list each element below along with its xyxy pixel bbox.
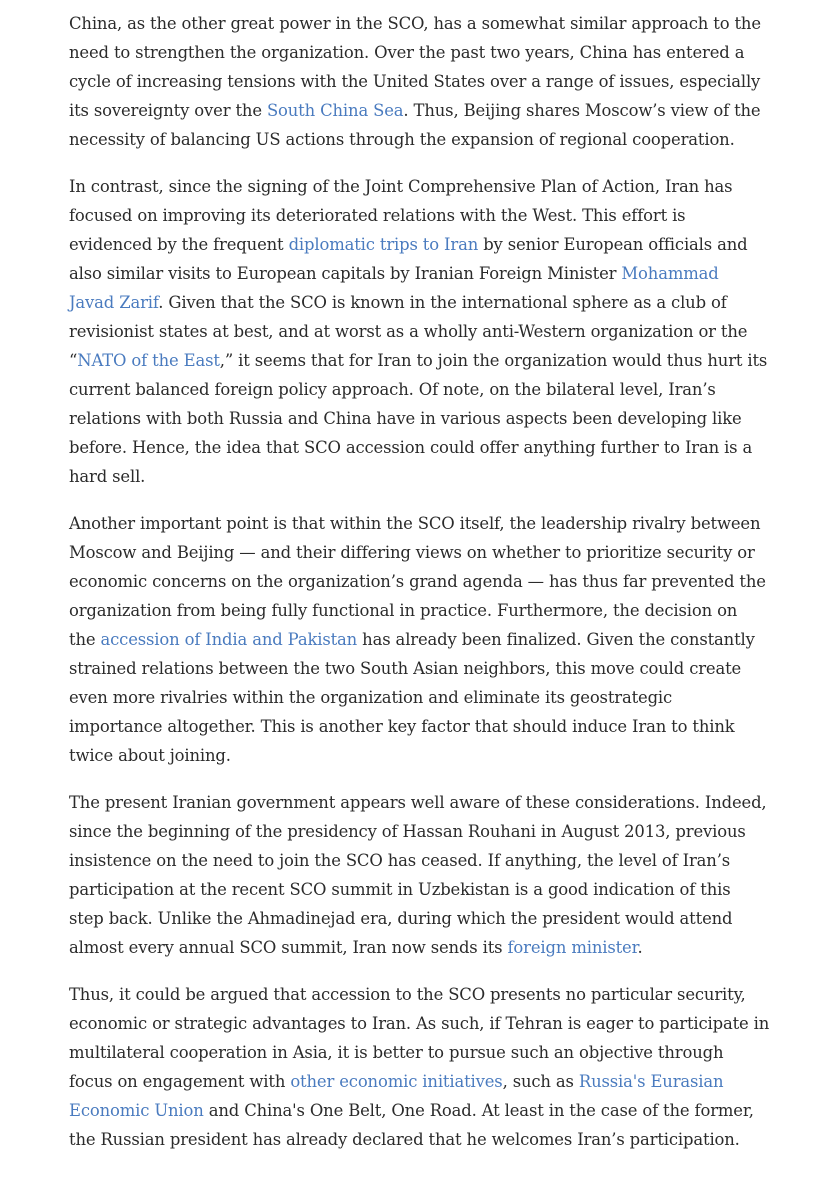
text-segment: the: [69, 630, 101, 649]
text-line: [69, 230, 813, 259]
text-segment: revisionist states at best, and at worst as a wholly anti-Western organization or the: [69, 322, 748, 341]
article-paragraph: [69, 980, 813, 1154]
text-line: [69, 980, 813, 1009]
text-line: [69, 96, 813, 125]
text-segment: cycle of increasing tensions with the United States over a range of issues, especially: [69, 72, 761, 91]
text-line: [69, 1009, 813, 1038]
text-segment: economic concerns on the organization’s grand agenda — has thus far prevented the: [69, 572, 766, 591]
text-segment: has already been finalized. Given the constantly: [357, 630, 755, 649]
text-line: [69, 1067, 813, 1096]
article-link[interactable]: Russia's Eurasian: [578, 1072, 724, 1091]
text-segment: evidenced by the frequent: [69, 235, 289, 254]
text-segment: .: [637, 938, 643, 957]
text-segment: . Given that the SCO is known in the international sphere as a club of: [158, 293, 727, 312]
article-link[interactable]: South China Sea: [266, 101, 404, 120]
text-line: [69, 288, 813, 317]
text-segment: importance altogether. This is another key factor that should induce Iran to think: [69, 717, 735, 736]
article-paragraph: [69, 788, 813, 962]
text-segment: necessity of balancing US actions through the expansion of regional cooperation.: [69, 130, 735, 149]
text-line: [69, 259, 813, 288]
text-line: [69, 346, 813, 375]
text-line: [69, 904, 813, 933]
text-segment: . Thus, Beijing shares Moscow’s view of the: [403, 101, 761, 120]
article-paragraph: [69, 172, 813, 491]
text-line: [69, 1125, 813, 1154]
text-line: [69, 788, 813, 817]
text-segment: focus on engagement with: [69, 1072, 291, 1091]
text-segment: twice about joining.: [69, 746, 231, 765]
text-segment: organization from being fully functional in practice. Furthermore, the decision on: [69, 601, 738, 620]
text-line: [69, 741, 813, 770]
text-segment: the Russian president has already declared that he welcomes Iran’s participation.: [69, 1130, 740, 1149]
article-link[interactable]: other economic initiatives: [290, 1072, 503, 1091]
text-segment: since the beginning of the presidency of Hassan Rouhani in August 2013, previous: [69, 822, 746, 841]
text-segment: almost every annual SCO summit, Iran now sends its: [69, 938, 508, 957]
text-segment: its sovereignty over the: [69, 101, 267, 120]
text-line: [69, 67, 813, 96]
text-line: [69, 509, 813, 538]
text-line: [69, 933, 813, 962]
text-line: [69, 9, 813, 38]
text-segment: In contrast, since the signing of the Joint Comprehensive Plan of Action, Iran has: [69, 177, 733, 196]
article-link[interactable]: Economic Union: [69, 1101, 204, 1120]
article-link[interactable]: diplomatic trips to Iran: [288, 235, 479, 254]
text-line: [69, 538, 813, 567]
text-line: [69, 1038, 813, 1067]
text-line: [69, 38, 813, 67]
text-line: [69, 625, 813, 654]
text-line: [69, 712, 813, 741]
text-segment: need to strengthen the organization. Over the past two years, China has entered a: [69, 43, 745, 62]
text-segment: , such as: [502, 1072, 579, 1091]
text-line: [69, 654, 813, 683]
text-line: [69, 846, 813, 875]
text-line: [69, 567, 813, 596]
text-segment: “: [69, 351, 78, 370]
text-segment: multilateral cooperation in Asia, it is better to pursue such an objective through: [69, 1043, 724, 1062]
text-segment: economic or strategic advantages to Iran. As such, if Tehran is eager to participate in: [69, 1014, 770, 1033]
text-line: [69, 1096, 813, 1125]
text-segment: current balanced foreign policy approach. Of note, on the bilateral level, Iran’s: [69, 380, 716, 399]
text-line: [69, 404, 813, 433]
text-segment: The present Iranian government appears well aware of these considerations. Indeed,: [69, 793, 767, 812]
article-paragraph: [69, 9, 813, 154]
text-segment: even more rivalries within the organization and eliminate its geostrategic: [69, 688, 673, 707]
article-link[interactable]: Mohammad: [621, 264, 719, 283]
text-segment: insistence on the need to join the SCO has ceased. If anything, the level of Iran’s: [69, 851, 731, 870]
text-segment: ,” it seems that for Iran to join the organization would thus hurt its: [219, 351, 768, 370]
text-segment: focused on improving its deteriorated relations with the West. This effort is: [69, 206, 686, 225]
text-segment: strained relations between the two South Asian neighbors, this move could create: [69, 659, 742, 678]
text-line: [69, 125, 813, 154]
text-segment: Thus, it could be argued that accession to the SCO presents no particular security,: [69, 985, 746, 1004]
text-segment: Moscow and Beijing — and their differing views on whether to prioritize security or: [69, 543, 755, 562]
text-segment: China, as the other great power in the SCO, has a somewhat similar approach to the: [69, 14, 761, 33]
text-line: [69, 317, 813, 346]
text-segment: and China's One Belt, One Road. At least in the case of the former,: [203, 1101, 754, 1120]
text-line: [69, 201, 813, 230]
text-line: [69, 172, 813, 201]
article-link[interactable]: Javad Zarif: [69, 293, 159, 312]
article-link[interactable]: accession of India and Pakistan: [100, 630, 358, 649]
text-line: [69, 433, 813, 462]
text-line: [69, 875, 813, 904]
text-segment: by senior European officials and: [478, 235, 748, 254]
text-line: [69, 683, 813, 712]
article-link[interactable]: foreign minister: [507, 938, 638, 957]
text-line: [69, 375, 813, 404]
text-segment: before. Hence, the idea that SCO accession could offer anything further to Iran is a: [69, 438, 753, 457]
text-segment: participation at the recent SCO summit in Uzbekistan is a good indication of this: [69, 880, 731, 899]
text-segment: step back. Unlike the Ahmadinejad era, during which the president would attend: [69, 909, 733, 928]
text-line: [69, 462, 813, 491]
text-line: [69, 596, 813, 625]
article-paragraph: [69, 509, 813, 770]
text-segment: relations with both Russia and China have in various aspects been developing like: [69, 409, 742, 428]
text-segment: Another important point is that within the SCO itself, the leadership rivalry between: [69, 514, 761, 533]
article-link[interactable]: NATO of the East: [77, 351, 220, 370]
text-segment: hard sell.: [69, 467, 146, 486]
text-segment: also similar visits to European capitals by Iranian Foreign Minister: [69, 264, 622, 283]
text-line: [69, 817, 813, 846]
